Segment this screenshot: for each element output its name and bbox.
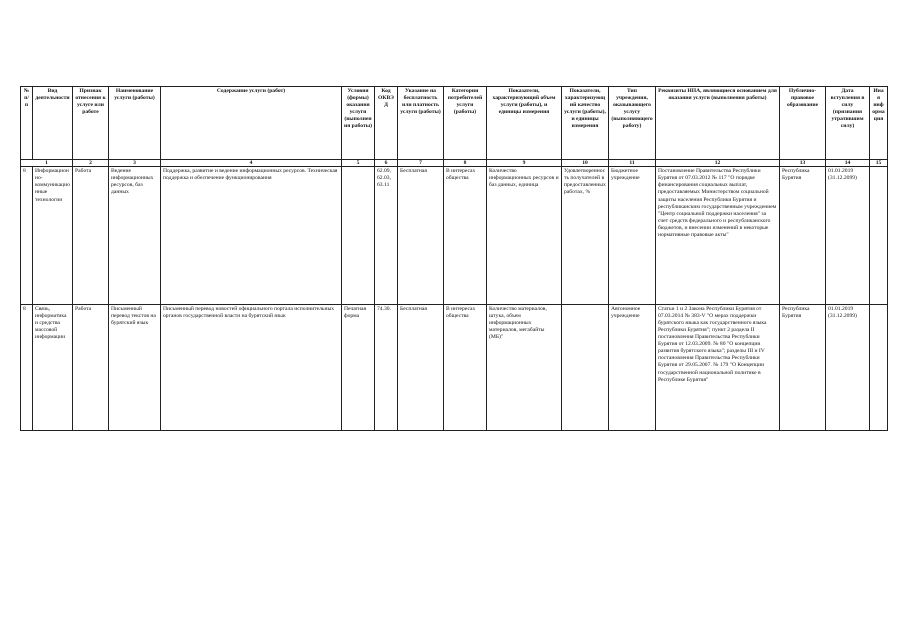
date-cell: 01.01.2019 (31.12.2099) — [826, 304, 870, 430]
header-cell: Иная информация — [870, 87, 888, 160]
institution-type-cell: Автономное учреждение — [609, 304, 656, 430]
service-name-cell: Письменный перевод текстов на бурятский язык — [109, 304, 161, 430]
column-number: 5 — [342, 160, 375, 167]
column-number: 10 — [562, 160, 609, 167]
form-cell: Печатная форма — [342, 304, 375, 430]
activity-cell: Связь, информатика и средства массовой информации — [33, 304, 73, 430]
column-number: 15 — [870, 160, 888, 167]
header-cell: Код ОКВЭД — [375, 87, 398, 160]
entity-cell: Республика Бурятия — [780, 304, 826, 430]
paid-cell: Бесплатная — [398, 304, 444, 430]
entity-cell: Республика Бурятия — [780, 167, 826, 305]
content-cell: Письменный перевод новостей официального портала исполнительных органов государственной власти на бурятский язык — [161, 304, 342, 430]
column-number: 9 — [487, 160, 562, 167]
npa-cell: Статьи 1 и 2 Закона Республики Бурятия от 07.03.2014 № 383-V "О мерах поддержки бурятского языка как государственного языка Республики Бурятия"; пункт 2 раздела II постановления Правительства Республики Бурятия от 12.03.2009. № 80 "О концепции развития бурятского языка"; разделы III и IV постановления Правительства Республики Бурятия от 29.05.2007. № 179 "О Концепции государственной национальной политике в Республике Бурятия" — [656, 304, 780, 430]
row-number: 8 — [21, 304, 33, 430]
sign-cell: Работа — [73, 304, 109, 430]
other-info-cell — [870, 167, 888, 305]
row-number: 8 — [21, 167, 33, 305]
header-cell: Тип учреждения, оказывающего услугу (выполняющего работу) — [609, 87, 656, 160]
service-name-cell: Ведение информационных ресурсов, баз данных — [109, 167, 161, 305]
quality-cell — [562, 304, 609, 430]
header-cell: Указание на бесплатность или платность услуги (работы) — [398, 87, 444, 160]
header-cell: № п/п — [21, 87, 33, 160]
institution-type-cell: Бюджетное учреждение — [609, 167, 656, 305]
header-cell: Вид деятельности — [33, 87, 73, 160]
header-cell: Категории потребителей услуги (работы) — [444, 87, 487, 160]
volume-cell: Количество материалов, штука, объем информационных материалов, мегабайты (МБ)" — [487, 304, 562, 430]
header-cell: Показатели, характеризующий объем услуги (работы), и единицы измерения — [487, 87, 562, 160]
column-number: 12 — [656, 160, 780, 167]
column-number: 8 — [444, 160, 487, 167]
date-cell: 01.01.2019 (31.12.2099) — [826, 167, 870, 305]
header-cell: Условия (формы) оказания услуги (выполнения работы) — [342, 87, 375, 160]
header-cell: Показатели, характеризующий качество услуги (работы), и единицы измерения — [562, 87, 609, 160]
table-row — [21, 167, 888, 305]
column-number: 14 — [826, 160, 870, 167]
okved-cell: 62.09, 62.03, 63.11 — [375, 167, 398, 305]
volume-cell: Количество информационных ресурсов и баз данных, единица — [487, 167, 562, 305]
content-cell: Поддержка, развитие и ведение информационных ресурсов. Техническая поддержка и обеспечение функционирования — [161, 167, 342, 305]
column-number: 3 — [109, 160, 161, 167]
column-number: 1 — [21, 160, 73, 167]
paid-cell: Бесплатная — [398, 167, 444, 305]
column-number: 11 — [609, 160, 656, 167]
quality-cell: Удовлетворенность получателей в предоставленных работах, % — [562, 167, 609, 305]
column-number: 7 — [398, 160, 444, 167]
npa-cell: Постановление Правительства Республики Бурятия от 07.03.2012 № 117 "О порядке финансирования социальных выплат, предоставляемых Министерством социальной защиты населения Республики Бурятия и республиканским государственным учреждением "Центр социальной поддержки населения" за счет средств федерального и республиканского бюджетов, и внесении изменений в некоторые нормативные правовые акты" — [656, 167, 780, 305]
header-cell: Публично-правовое образование — [780, 87, 826, 160]
header-cell: Признак отнесения к услуге или работе — [73, 87, 109, 160]
table-row — [21, 304, 888, 430]
header-row — [21, 87, 888, 160]
header-cell: Содержание услуги (работ) — [161, 87, 342, 160]
activity-cell: Информационно-коммуникационные технологии — [33, 167, 73, 305]
other-info-cell — [870, 304, 888, 430]
services-register-table — [20, 86, 888, 431]
consumers-cell: В интересах общества — [444, 167, 487, 305]
header-cell: Наименование услуги (работы) — [109, 87, 161, 160]
okved-cell: 74.30. — [375, 304, 398, 430]
form-cell — [342, 167, 375, 305]
column-number-row — [21, 160, 888, 167]
column-number: 6 — [375, 160, 398, 167]
header-cell: Реквизиты НПА, являющиеся основанием для оказания услуги (выполнения работы) — [656, 87, 780, 160]
column-number: 2 — [73, 160, 109, 167]
header-cell: Дата вступления в силу (признания утратившим силу) — [826, 87, 870, 160]
column-number: 13 — [780, 160, 826, 167]
sign-cell: Работа — [73, 167, 109, 305]
column-number: 4 — [161, 160, 342, 167]
consumers-cell: В интересах общества — [444, 304, 487, 430]
